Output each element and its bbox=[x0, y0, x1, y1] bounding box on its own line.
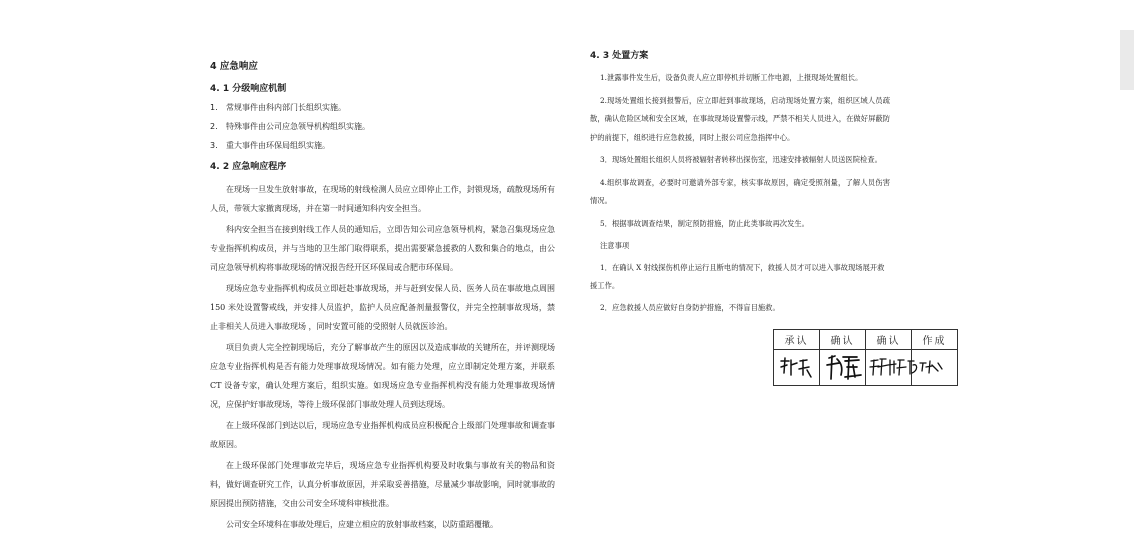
list-item bbox=[210, 140, 555, 151]
list-item bbox=[210, 121, 555, 132]
signature-cell-confirm-1 bbox=[820, 350, 866, 386]
notes-title: 注意事项 bbox=[600, 241, 630, 250]
approval-signature-row bbox=[774, 350, 958, 386]
approval-header-row bbox=[774, 330, 958, 350]
note-paragraph: 1．在确认 X 射线探伤机停止运行且断电的情况下，救援人员才可以进入事故现场展开救援工作。 bbox=[590, 262, 885, 290]
paragraph: 科内安全担当在接到射线工作人员的通知后，立即告知公司应急领导机构，紧急召集现场应急专业指挥机构成员，并与当地的卫生部门取得联系，提出需要紧急援救的人数和集合的地点，由公司应急领导机构将事故现场的情况报告经开区环保局或合肥市环保局。 bbox=[210, 225, 555, 272]
subsection-title-response-mechanism: 4. 1 分级响应机制 bbox=[210, 84, 287, 94]
list-number: 3. bbox=[210, 141, 218, 150]
left-content bbox=[210, 58, 555, 536]
paragraph: 在上级环保部门处理事故完毕后，现场应急专业指挥机构要及时收集与事故有关的物品和资料，做好调查研究工作，认真分析事故原因，并采取妥善措施，尽量减少事故影响，同时就事故的原因提出预防措施，交由公司安全环境科审核批准。 bbox=[210, 461, 555, 508]
note-paragraph: 2．应急救援人员应做好自身防护措施，不得盲目施救。 bbox=[600, 302, 780, 312]
list-number: 1. bbox=[210, 103, 218, 112]
step-paragraph: 5．根据事故调查结果，制定预防措施，防止此类事故再次发生。 bbox=[600, 218, 809, 228]
signature-cell-approve bbox=[774, 350, 820, 386]
header-confirm: 确认 bbox=[866, 330, 912, 350]
subsection-title-response-procedure: 4. 2 应急响应程序 bbox=[210, 162, 287, 172]
paragraph: 现场应急专业指挥机构成员立即赶赴事故现场，并与赶到安保人员、医务人员在事故地点周围 150 米处设置警戒线，并安排人员监护，监护人员应配备剂量报警仪，并完全控制事故现场，禁止非相关人员进入事故现场 ，同时安置可能的受照射人员就医诊治。 bbox=[210, 284, 555, 331]
step-paragraph: 3．现场处置组长组织人员将被辐射者转移出探伤室，迅速安排被辐射人员送医院检查。 bbox=[600, 155, 882, 164]
step-paragraph: 4.组织事故调查，必要时可邀请外部专家，核实事故原因，确定受照剂量，了解人员伤害情况。 bbox=[590, 177, 890, 205]
list-text: 重大事件由环保局组织实施。 bbox=[226, 141, 330, 150]
list-text: 常规事件由科内部门长组织实施。 bbox=[226, 103, 346, 112]
handwritten-signature-icon bbox=[777, 355, 817, 381]
section-title-disposal-plan: 4. 3 处置方案 bbox=[590, 51, 649, 61]
signature-cell-confirm-2 bbox=[866, 350, 912, 386]
list-item bbox=[210, 102, 555, 113]
step-paragraph: 1.泄露事件发生后，设备负责人应立即停机并切断工作电源，上报现场处置组长。 bbox=[600, 73, 863, 82]
section-title: 4 应急响应 bbox=[210, 61, 258, 72]
header-approve: 承认 bbox=[774, 330, 820, 350]
header-confirm: 确认 bbox=[820, 330, 866, 350]
paragraph: 在现场一旦发生放射事故，在现场的射线检测人员应立即停止工作，封锁现场，疏散现场所有人员，带领大家撤离现场，并在第一时间通知科内安全担当。 bbox=[210, 185, 555, 213]
list-number: 2. bbox=[210, 122, 218, 131]
paragraph: 在上级环保部门到达以后，现场应急专业指挥机构成员应积极配合上级部门处理事故和调查事故原因。 bbox=[210, 421, 555, 449]
page-right bbox=[570, 0, 1140, 559]
header-prepared: 作成 bbox=[912, 330, 958, 350]
step-paragraph: 2.现场处置组长接到报警后，应立即赶到事故现场，启动现场处置方案，组织区域人员疏散，确认危险区域和安全区域，在事故现场设置警示线，严禁不相关人员进入，在做好屏蔽防护的前提下，组织进行应急救援，同时上报公司应急指挥中心。 bbox=[590, 95, 890, 142]
signature-cell-prepared bbox=[912, 350, 958, 386]
handwritten-signature-icon bbox=[823, 353, 863, 383]
approval-table bbox=[773, 329, 958, 386]
paragraph: 公司安全环境科在事故处理后，应建立相应的放射事故档案，以防重蹈覆辙。 bbox=[226, 520, 498, 529]
right-content bbox=[590, 48, 890, 320]
list-text: 特殊事件由公司应急领导机构组织实施。 bbox=[226, 122, 370, 131]
scan-shadow bbox=[1120, 30, 1134, 90]
paragraph: 项目负责人完全控制现场后，充分了解事故产生的原因以及造成事故的关键所在，并评测现场应急专业指挥机构是否有能力处理事故现场情况。如有能力处理，应立即制定处理方案，并联系 CT 设备专家，确认处理方案后，组织实施。如现场应急专业指挥机构没有能力处理事故现场情况，应保护好事故现场，等待上级环保部门事故处理人员到达现场。 bbox=[210, 343, 555, 409]
